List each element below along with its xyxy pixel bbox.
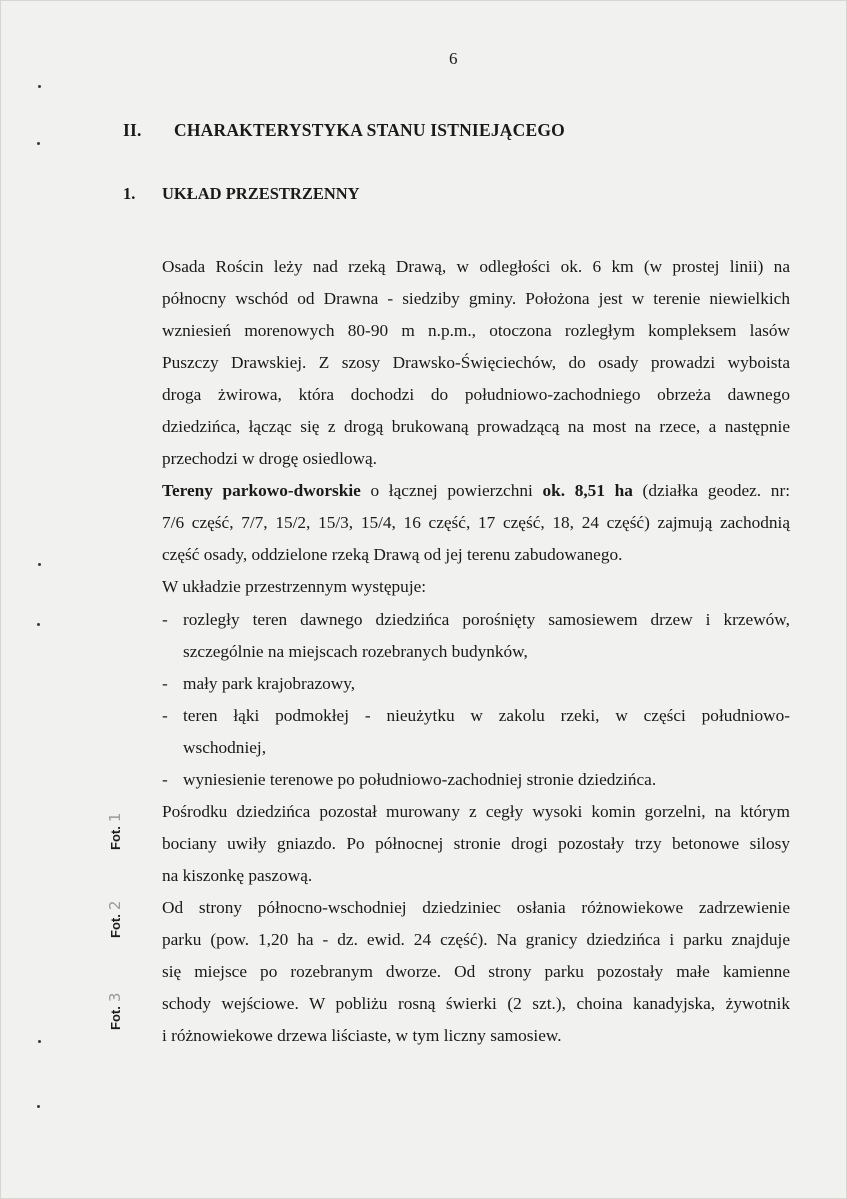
scan-speck [38,563,41,566]
bold-term: Tereny parkowo-dworskie [162,481,361,500]
paragraph-line: Osada Rościn leży nad rzeką Drawą, w odległości ok. 6 km (w prostej linii) na [162,257,790,276]
subsection-title: UKŁAD PRZESTRZENNY [162,184,360,203]
list-item-continuation: szczególnie na miejscach rozebranych budynków, [183,642,528,661]
paragraph-line: Puszczy Drawskiej. Z szosy Drawsko-Święciechów, do osady prowadzi wyboista [162,353,790,372]
paragraph-line: się miejsce po rozebranym dworze. Od strony parku pozostały małe kamienne [162,962,790,981]
list-item: - rozległy teren dawnego dziedzińca porośnięty samosiewem drzew i krzewów, [162,610,790,629]
paragraph-line: na kiszonkę paszową. [162,866,313,885]
paragraph-line: bociany uwiły gniazdo. Po północnej stronie drogi pozostały trzy betonowe silosy [162,834,790,853]
section-title: CHARAKTERYSTYKA STANU ISTNIEJĄCEGO [174,120,565,140]
paragraph-line: i różnowiekowe drzewa liściaste, w tym liczny samosiew. [162,1026,562,1045]
paragraph-line: dziedzińca, łącząc się z drogą brukowaną prowadzącą na most na rzece, a następnie [162,417,790,436]
paragraph-line: wzniesień morenowych 80-90 m n.p.m., otoczona rozległym kompleksem lasów [162,321,790,340]
paragraph-line: droga żwirowa, która dochodzi do południowo-zachodniego obrzeża dawnego [162,385,790,404]
scan-speck [37,623,40,626]
subsection-number: 1. [123,184,136,203]
list-item: - wyniesienie terenowe po południowo-zachodniej stronie dziedzińca. [162,770,657,789]
section-number: II. [123,120,142,140]
paragraph-line: część osady, oddzielone rzeką Drawą od jej terenu zabudowanego. [162,545,623,564]
margin-photo-ref: Fot.1 [106,812,124,850]
paragraph-line: schody wejściowe. W pobliżu rosną świerki (2 szt.), choina kanadyjska, żywotnik [162,994,790,1013]
scan-speck [37,1105,40,1108]
handwritten-number: 2 [106,900,124,911]
paragraph-line: przechodzi w drogę osiedlową. [162,449,377,468]
margin-photo-ref: Fot.3 [106,992,124,1030]
handwritten-number: 1 [106,812,124,823]
page-number: 6 [449,49,458,68]
margin-photo-ref: Fot.2 [106,900,124,938]
list-item-continuation: wschodniej, [183,738,267,757]
paragraph-line: parku (pow. 1,20 ha - dz. ewid. 24 część). Na granicy dziedzińca i parku znajduje [162,930,790,949]
paragraph-line: Od strony północno-wschodniej dziedziniec osłania różnowiekowe zadrzewienie [162,898,790,917]
bold-area: ok. 8,51 ha [542,481,633,500]
list-intro: W układzie przestrzennym występuje: [162,577,427,596]
list-item: - mały park krajobrazowy, [162,674,356,693]
scan-speck [38,85,41,88]
paragraph-line: północny wschód od Drawna - siedziby gminy. Położona jest w terenie niewielkich [162,289,790,308]
list-item: - teren łąki podmokłej - nieużytku w zakolu rzeki, w części południowo- [162,706,790,725]
handwritten-number: 3 [106,992,124,1003]
paragraph-line: Pośrodku dziedzińca pozostał murowany z cegły wysoki komin gorzelni, na którym [162,802,790,821]
scan-speck [38,1040,41,1043]
paragraph-line: 7/6 część, 7/7, 15/2, 15/3, 15/4, 16 część, 17 część, 18, 24 część) zajmują zachodnią [162,513,790,532]
scan-speck [37,142,40,145]
paragraph-line: Tereny parkowo-dworskie o łącznej powierzchni ok. 8,51 ha (działka geodez. nr: [162,481,790,500]
